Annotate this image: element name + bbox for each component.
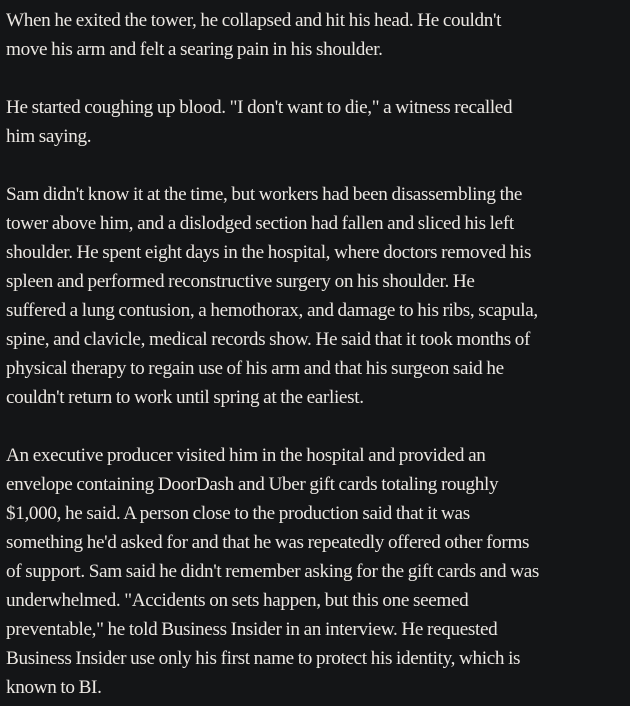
- paragraph-collapse: [6, 6, 624, 64]
- paragraph-line: spleen and performed reconstructive surgery on his shoulder. He: [6, 271, 475, 292]
- paragraph-line: tower above him, and a dislodged section had fallen and sliced his left: [6, 213, 514, 234]
- paragraph-line: When he exited the tower, he collapsed and hit his head. He couldn't: [6, 10, 502, 31]
- paragraph-line: underwhelmed. "Accidents on sets happen, but this one seemed: [6, 590, 469, 611]
- paragraph-line: known to BI.: [6, 677, 102, 698]
- paragraph-line: move his arm and felt a searing pain in his shoulder.: [6, 39, 383, 60]
- paragraph-line: Sam didn't know it at the time, but workers had been disassembling the: [6, 184, 522, 205]
- paragraph-line: $1,000, he said. A person close to the production said that it was: [6, 503, 470, 524]
- paragraph-line: An executive producer visited him in the hospital and provided an: [6, 445, 486, 466]
- paragraph-line: him saying.: [6, 126, 92, 147]
- paragraph-line: physical therapy to regain use of his arm and that his surgeon said he: [6, 358, 504, 379]
- paragraph-line: spine, and clavicle, medical records show. He said that it took months of: [6, 329, 531, 350]
- paragraph-line: envelope containing DoorDash and Uber gift cards totaling roughly: [6, 474, 499, 495]
- paragraph-injuries: [6, 180, 624, 412]
- paragraph-line: Business Insider use only his first name to protect his identity, which is: [6, 648, 521, 669]
- paragraph-gift-cards: [6, 441, 624, 702]
- paragraph-coughing-blood: [6, 93, 624, 151]
- paragraph-line: something he'd asked for and that he was repeatedly offered other forms: [6, 532, 530, 553]
- paragraph-line: suffered a lung contusion, a hemothorax, and damage to his ribs, scapula,: [6, 300, 538, 321]
- paragraph-line: preventable," he told Business Insider in an interview. He requested: [6, 619, 498, 640]
- paragraph-line: He started coughing up blood. "I don't want to die," a witness recalled: [6, 97, 513, 118]
- paragraph-line: of support. Sam said he didn't remember asking for the gift cards and was: [6, 561, 540, 582]
- paragraph-line: couldn't return to work until spring at the earliest.: [6, 387, 364, 408]
- paragraph-line: shoulder. He spent eight days in the hospital, where doctors removed his: [6, 242, 532, 263]
